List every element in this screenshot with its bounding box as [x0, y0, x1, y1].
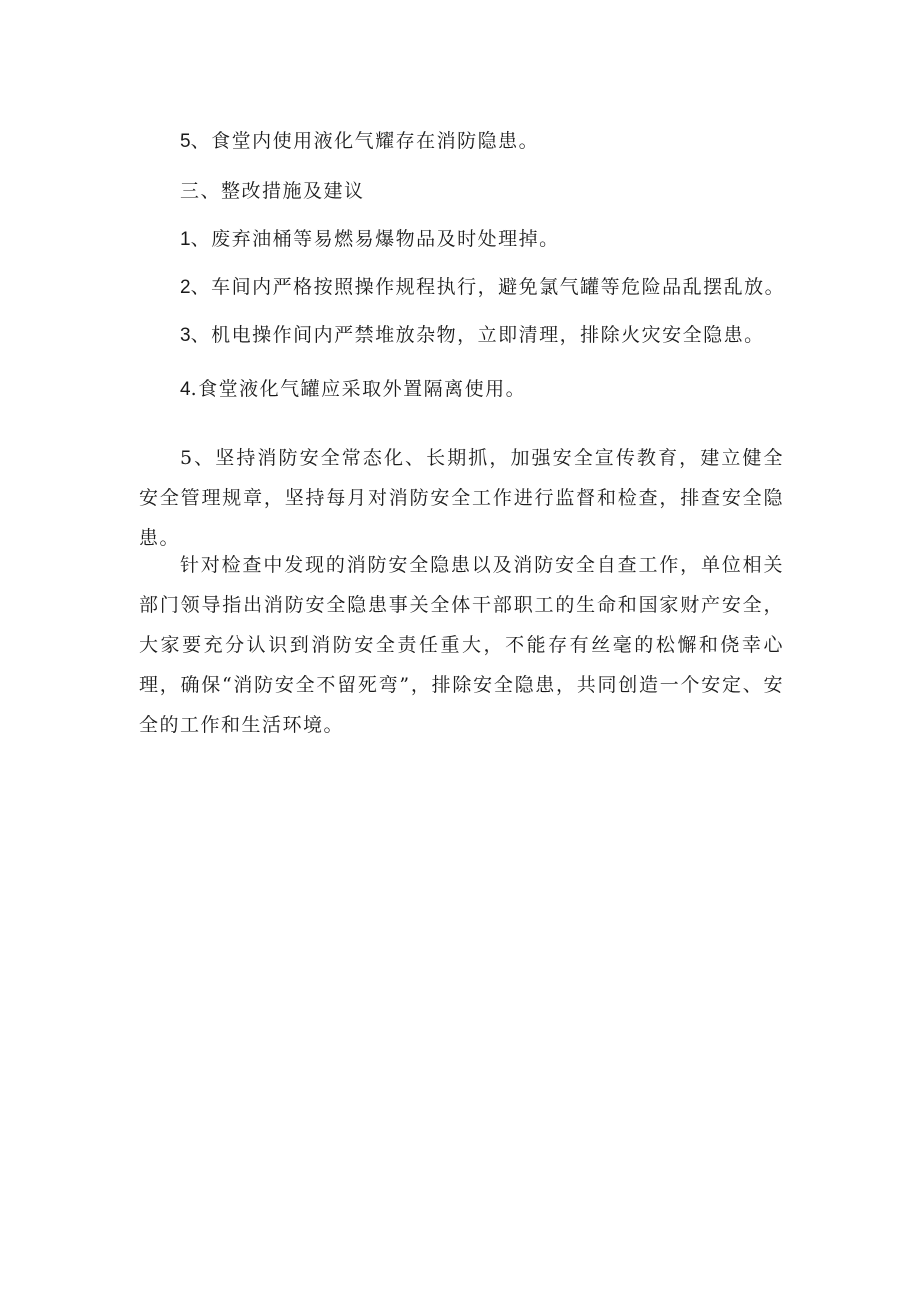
section-heading-text: 三、整改措施及建议	[180, 180, 365, 202]
item-separator: 、	[190, 228, 212, 250]
item-text: 食堂内使用液化气耀存在消防隐患。	[211, 130, 540, 152]
closing-paragraph: 针对检查中发现的消防安全隐患以及消防安全自查工作，单位相关部门领导指出消防安全隐患事关全体干部职工的生命和国家财产安全，大家要充分认识到消防安全责任重大，不能存有丝毫的松懈和侥幸心理，确保“消防安全不留死弯”，排除安全隐患，共同创造一个安定、安全的工作和生活环境。	[139, 554, 784, 736]
item-separator: 、	[190, 276, 212, 298]
item-separator: 、	[190, 324, 212, 346]
measure-item-3	[180, 322, 765, 349]
item-text: 废弃油桶等易燃易爆物品及时处理掉。	[211, 228, 560, 250]
item-text: 食堂液化气罐应采取外置隔离使用。	[198, 378, 527, 400]
measure-item-1	[180, 226, 560, 253]
item-number: 1	[180, 229, 191, 250]
item-5-canteen-gas	[180, 128, 539, 155]
item-number: 2	[180, 277, 191, 298]
item-number: 5	[180, 131, 191, 152]
measure-item-2	[180, 274, 785, 301]
measure-item-4	[180, 376, 526, 403]
section-heading-rectification	[180, 178, 365, 204]
item-separator: 、	[190, 130, 212, 152]
item-number: 4	[180, 379, 191, 400]
measure-item-5-paragraph: 5、坚持消防安全常态化、长期抓，加强安全宣传教育，建立健全安全管理规章，坚持每月对消防安全工作进行监督和检查，排查安全隐患。	[139, 447, 784, 549]
item-number: 3	[180, 325, 191, 346]
item-text: 车间内严格按照操作规程执行，避免氯气罐等危险品乱摆乱放。	[211, 276, 786, 298]
item-separator: .	[190, 378, 199, 400]
item-text: 机电操作间内严禁堆放杂物，立即清理，排除火灾安全隐患。	[211, 324, 765, 346]
